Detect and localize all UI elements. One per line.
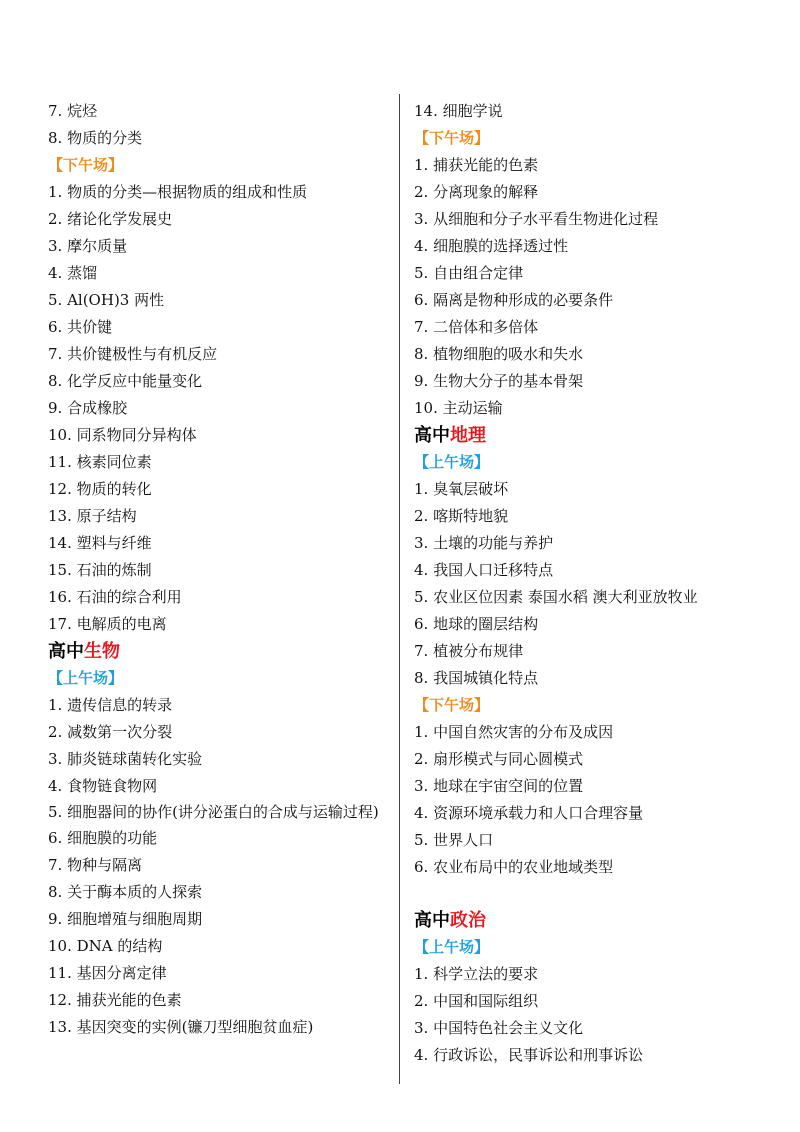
list-item: 1. 中国自然灾害的分布及成因 bbox=[414, 723, 614, 741]
subject-heading bbox=[48, 638, 388, 665]
session-label-afternoon: 【下午场】 bbox=[414, 696, 490, 714]
session-label-morning: 【上午场】 bbox=[48, 669, 124, 687]
list-item: 14. 塑料与纤维 bbox=[48, 534, 152, 552]
list-item: 1. 臭氧层破坏 bbox=[414, 480, 509, 498]
list-item: 8. 化学反应中能量变化 bbox=[48, 372, 203, 390]
list-item: 8. 关于酶本质的人探索 bbox=[48, 883, 203, 901]
list-item: 1. 遗传信息的转录 bbox=[48, 696, 173, 714]
list-item: 7. 烷烃 bbox=[48, 102, 98, 120]
heading-prefix: 高中 bbox=[414, 910, 450, 931]
list-item: 3. 摩尔质量 bbox=[48, 237, 128, 255]
list-item: 6. 共价键 bbox=[48, 318, 113, 336]
list-item: 7. 共价键极性与有机反应 bbox=[48, 345, 218, 363]
column-divider bbox=[399, 94, 400, 1084]
list-item: 2. 喀斯特地貌 bbox=[414, 507, 509, 525]
list-item: 6. 细胞膜的功能 bbox=[48, 829, 158, 847]
session-label-afternoon: 【下午场】 bbox=[414, 129, 490, 147]
list-item: 5. 细胞器间的协作(讲分泌蛋白的合成与运输过程) bbox=[48, 803, 379, 821]
list-item: 2. 分离现象的解释 bbox=[414, 183, 539, 201]
list-item: 3. 土壤的功能与养护 bbox=[414, 534, 554, 552]
heading-subject: 地理 bbox=[450, 425, 486, 446]
list-item: 2. 扇形模式与同心圆模式 bbox=[414, 750, 584, 768]
session-label-morning: 【上午场】 bbox=[414, 938, 490, 956]
list-item: 17. 电解质的电离 bbox=[48, 615, 167, 633]
heading-prefix: 高中 bbox=[48, 641, 84, 662]
list-item: 4. 蒸馏 bbox=[48, 264, 98, 282]
list-item: 9. 生物大分子的基本骨架 bbox=[414, 372, 584, 390]
session-label-afternoon: 【下午场】 bbox=[48, 156, 124, 174]
list-item: 15. 石油的炼制 bbox=[48, 561, 152, 579]
list-item: 3. 中国特色社会主义文化 bbox=[414, 1019, 584, 1037]
heading-prefix: 高中 bbox=[414, 425, 450, 446]
list-item: 9. 细胞增殖与细胞周期 bbox=[48, 910, 203, 928]
spacer bbox=[414, 881, 754, 907]
list-item: 11. 基因分离定律 bbox=[48, 964, 167, 982]
list-item: 3. 肺炎链球菌转化实验 bbox=[48, 750, 203, 768]
list-item: 8. 物质的分类 bbox=[48, 129, 143, 147]
heading-subject: 政治 bbox=[450, 910, 486, 931]
list-item: 13. 原子结构 bbox=[48, 507, 137, 525]
list-item: 9. 合成橡胶 bbox=[48, 399, 128, 417]
subject-heading bbox=[414, 907, 754, 934]
list-item: 5. 农业区位因素 泰国水稻 澳大利亚放牧业 bbox=[414, 588, 698, 606]
right-column bbox=[414, 98, 754, 1069]
heading-subject: 生物 bbox=[84, 641, 120, 662]
list-item: 14. 细胞学说 bbox=[414, 102, 503, 120]
list-item: 3. 从细胞和分子水平看生物进化过程 bbox=[414, 210, 659, 228]
list-item: 2. 减数第一次分裂 bbox=[48, 723, 173, 741]
list-item: 7. 植被分布规律 bbox=[414, 642, 524, 660]
list-item: 16. 石油的综合利用 bbox=[48, 588, 182, 606]
list-item: 10. DNA 的结构 bbox=[48, 937, 163, 955]
list-item: 10. 主动运输 bbox=[414, 399, 503, 417]
list-item: 4. 资源环境承载力和人口合理容量 bbox=[414, 804, 644, 822]
list-item: 3. 地球在宇宙空间的位置 bbox=[414, 777, 584, 795]
list-item: 6. 地球的圈层结构 bbox=[414, 615, 539, 633]
list-item: 1. 科学立法的要求 bbox=[414, 965, 539, 983]
list-item: 13. 基因突变的实例(镰刀型细胞贫血症) bbox=[48, 1018, 314, 1036]
list-item: 2. 绪论化学发展史 bbox=[48, 210, 173, 228]
list-item: 12. 捕获光能的色素 bbox=[48, 991, 182, 1009]
list-item: 11. 核素同位素 bbox=[48, 453, 152, 471]
subject-heading bbox=[414, 422, 754, 449]
list-item: 7. 物种与隔离 bbox=[48, 856, 143, 874]
list-item: 6. 农业布局中的农业地域类型 bbox=[414, 858, 614, 876]
session-label-morning: 【上午场】 bbox=[414, 453, 490, 471]
list-item: 2. 中国和国际组织 bbox=[414, 992, 539, 1010]
left-column bbox=[48, 98, 388, 1041]
list-item: 5. 世界人口 bbox=[414, 831, 494, 849]
list-item: 8. 植物细胞的吸水和失水 bbox=[414, 345, 584, 363]
list-item: 1. 捕获光能的色素 bbox=[414, 156, 539, 174]
list-item: 4. 食物链食物网 bbox=[48, 777, 158, 795]
list-item: 8. 我国城镇化特点 bbox=[414, 669, 539, 687]
list-item: 7. 二倍体和多倍体 bbox=[414, 318, 539, 336]
list-item: 4. 我国人口迁移特点 bbox=[414, 561, 554, 579]
list-item: 4. 行政诉讼，民事诉讼和刑事诉讼 bbox=[414, 1046, 644, 1064]
list-item: 10. 同系物同分异构体 bbox=[48, 426, 197, 444]
list-item: 6. 隔离是物种形成的必要条件 bbox=[414, 291, 614, 309]
list-item: 5. 自由组合定律 bbox=[414, 264, 524, 282]
list-item: 1. 物质的分类—根据物质的组成和性质 bbox=[48, 183, 308, 201]
list-item: 5. Al(OH)3 两性 bbox=[48, 291, 165, 309]
list-item: 4. 细胞膜的选择透过性 bbox=[414, 237, 569, 255]
list-item: 12. 物质的转化 bbox=[48, 480, 152, 498]
